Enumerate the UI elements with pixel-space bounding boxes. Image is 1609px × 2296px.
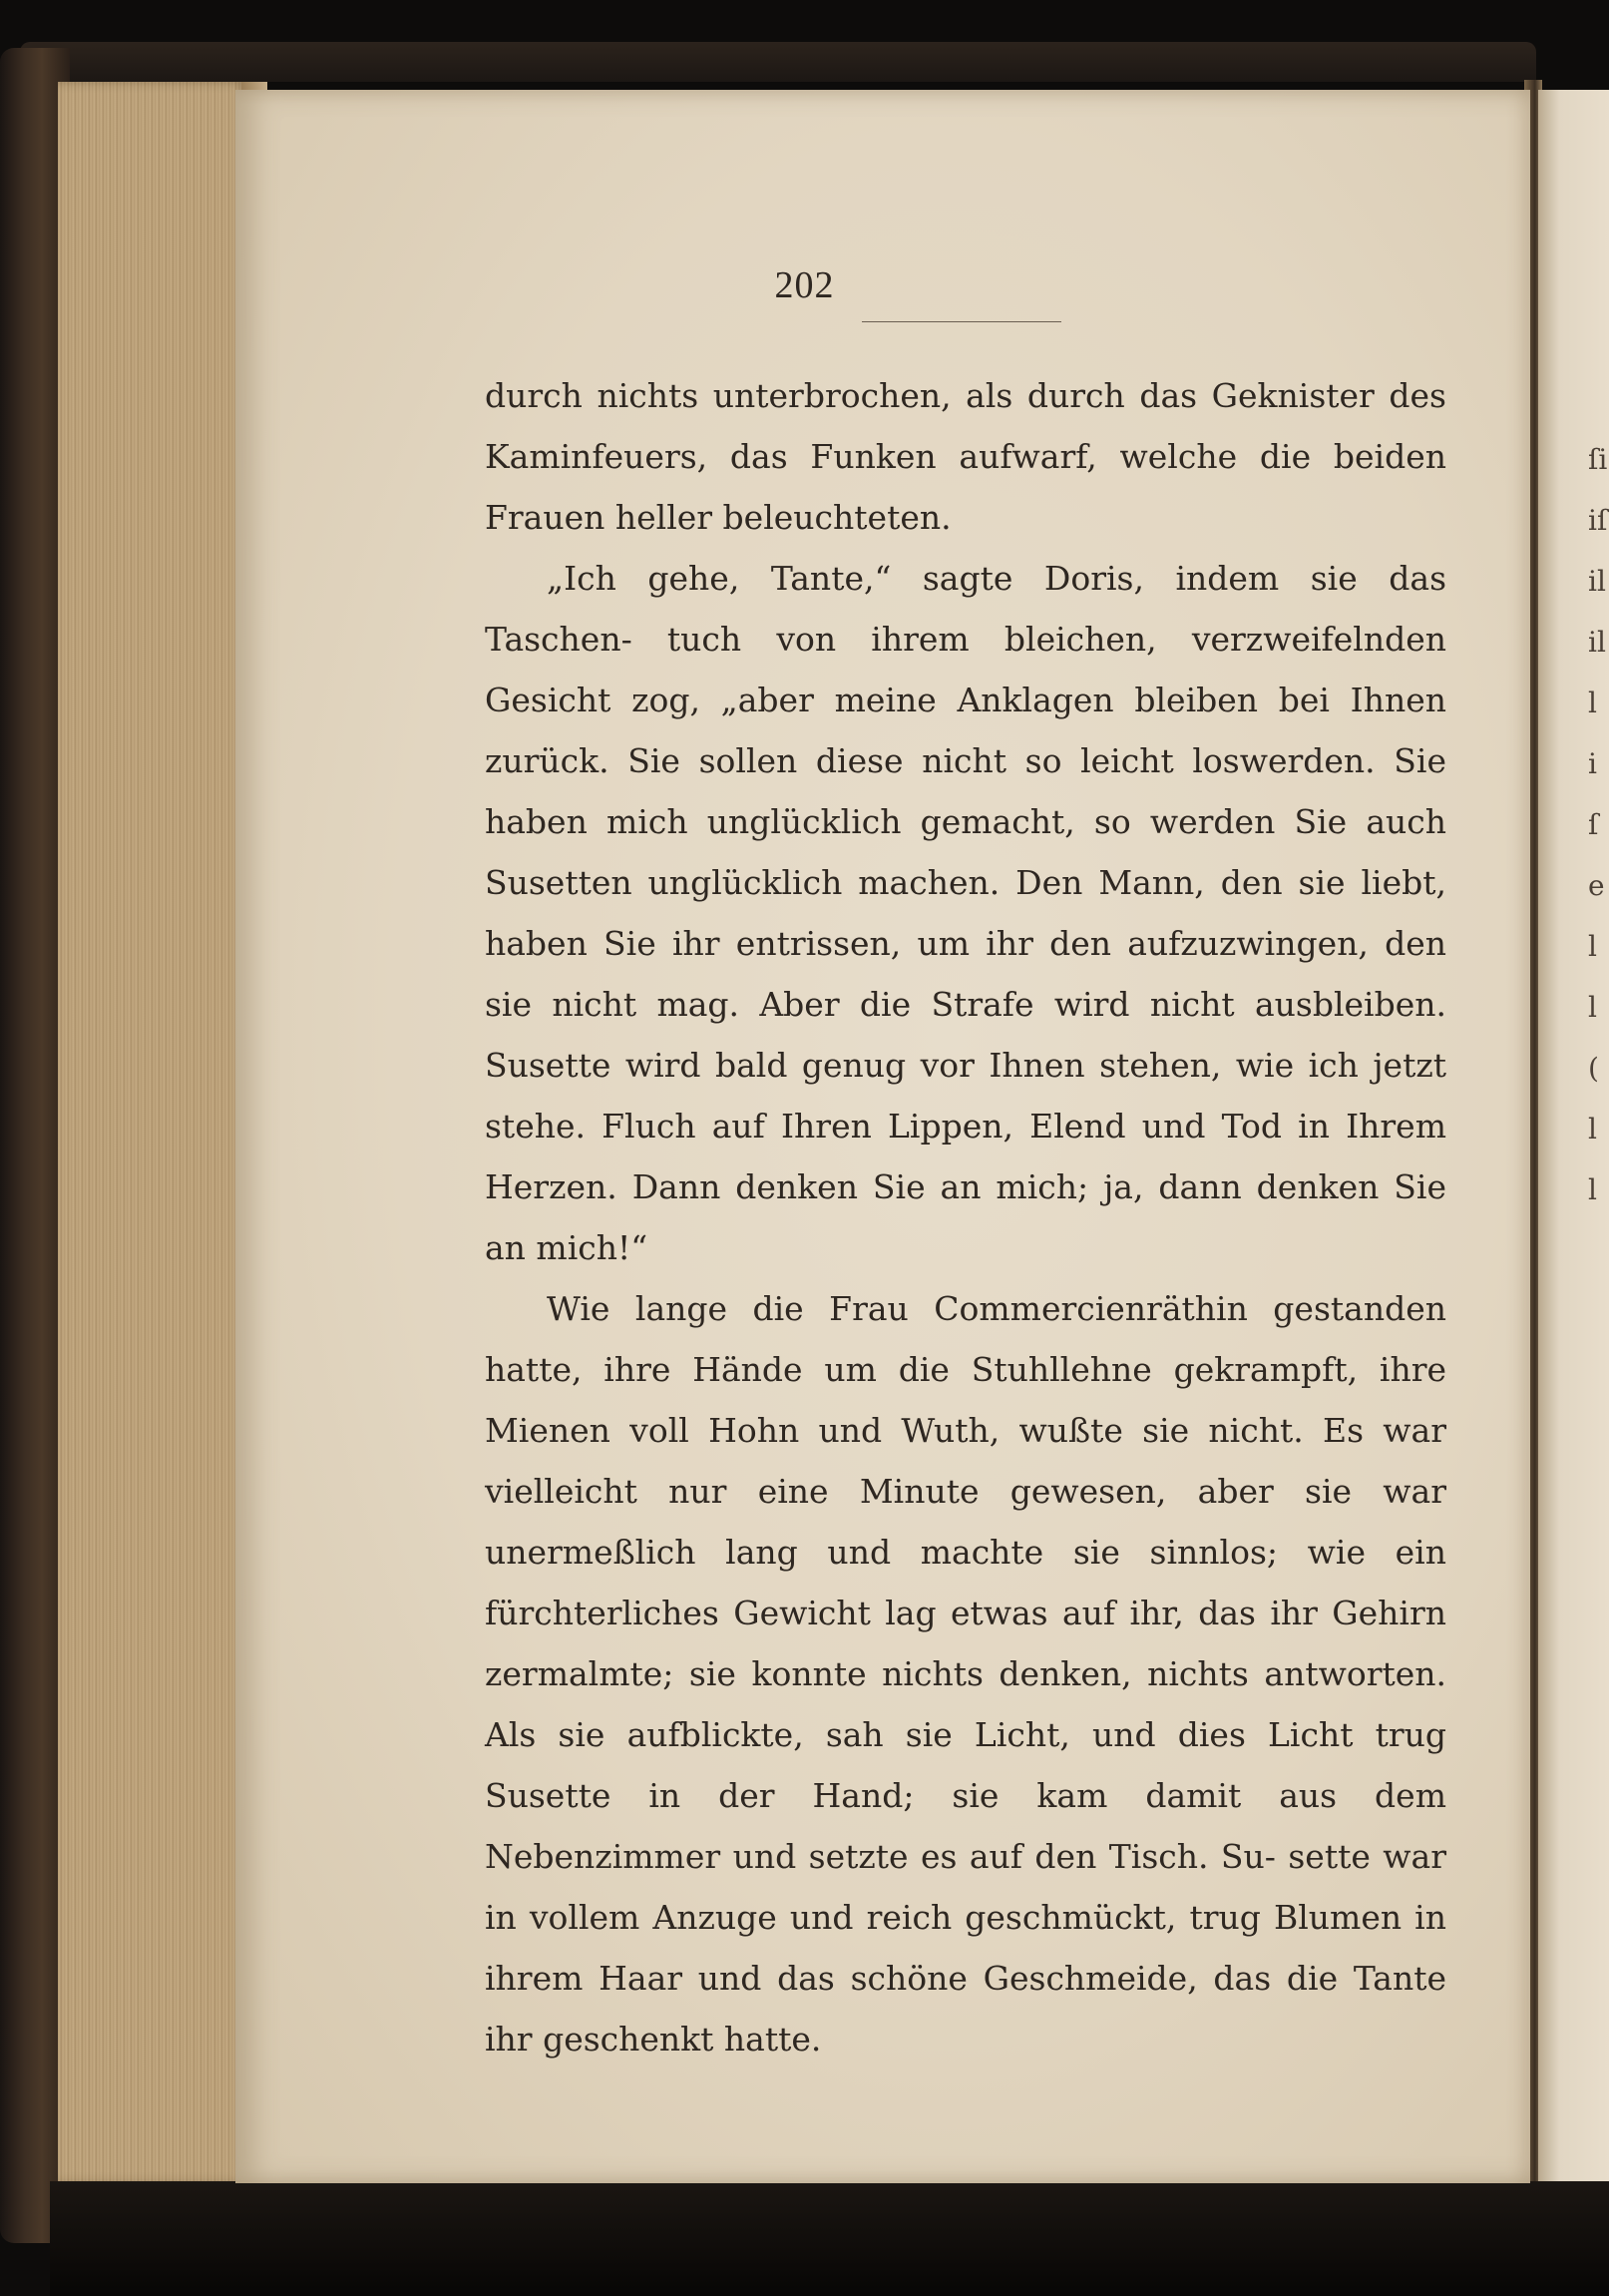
facing-page-text-fragments xyxy=(1588,429,1608,1220)
facing-page-fragment: l xyxy=(1588,687,1597,719)
facing-page-fragment: il xyxy=(1588,565,1606,598)
paragraph-1: durch nichts unterbrochen, als durch das Geknister des Kaminfeuers, das Funken aufwarf, welche die beiden Frauen heller beleuchteten. xyxy=(485,376,1446,537)
facing-page-fragment: l xyxy=(1588,930,1597,963)
header-rule xyxy=(862,321,1061,322)
facing-page-fragment: l xyxy=(1588,991,1597,1024)
facing-page-fragment: ſi xyxy=(1588,443,1608,476)
facing-page-fragment: i xyxy=(1588,747,1597,780)
facing-page-fragment: l xyxy=(1588,1113,1597,1146)
book-cover-top xyxy=(20,42,1536,82)
facing-page-fragment: e xyxy=(1588,869,1605,902)
bottom-shadow xyxy=(50,2181,1609,2296)
page-edges xyxy=(58,82,247,2183)
body-text xyxy=(485,365,1446,2069)
page-number: 202 xyxy=(774,264,835,306)
facing-page-fragment: ſ xyxy=(1588,808,1599,841)
facing-page-fragment: l xyxy=(1588,1173,1597,1206)
facing-page-fragment: iſ xyxy=(1588,504,1608,537)
paragraph-2: „Ich gehe, Tante,“ sagte Doris, indem sie das Taschen- tuch von ihrem bleichen, verzweifelnden Gesicht zog, „aber meine Anklagen bleiben bei Ihnen zurück. Sie sollen diese nicht so leicht loswerden. Sie haben mich unglücklich gemacht, so werden Sie auch Susetten unglücklich machen. Den Mann, den sie liebt, haben Sie ihr entrissen, um ihr den aufzuzwingen, den sie nicht mag. Aber die Strafe wird nicht ausbleiben. Susette wird bald genug vor Ihnen stehen, wie ich jetzt stehe. Fluch auf Ihren Lippen, Elend und Tod in Ihrem Herzen. Dann denken Sie an mich; ja, dann denken Sie an mich!“ xyxy=(485,559,1446,1267)
paragraph-3: Wie lange die Frau Commercienräthin gestanden hatte, ihre Hände um die Stuhllehne gekrampft, ihre Mienen voll Hohn und Wuth, wußte sie nicht. Es war vielleicht nur eine Minute gewesen, aber sie war unermeßlich lang und machte sie sinnlos; wie ein fürchterliches Gewicht lag etwas auf ihr, das ihr Gehirn zermalmte; sie konnte nichts denken, nichts antworten. Als sie aufblickte, sah sie Licht, und dies Licht trug Susette in der Hand; sie kam damit aus dem Nebenzimmer und setzte es auf den Tisch. Su- sette war in vollem Anzuge und reich geschmückt, trug Blumen in ihrem Haar und das schöne Geschmeide, das die Tante ihr geschenkt hatte. xyxy=(485,1289,1446,2059)
facing-page-fragment: ( xyxy=(1588,1052,1599,1085)
facing-page-fragment: il xyxy=(1588,626,1606,659)
